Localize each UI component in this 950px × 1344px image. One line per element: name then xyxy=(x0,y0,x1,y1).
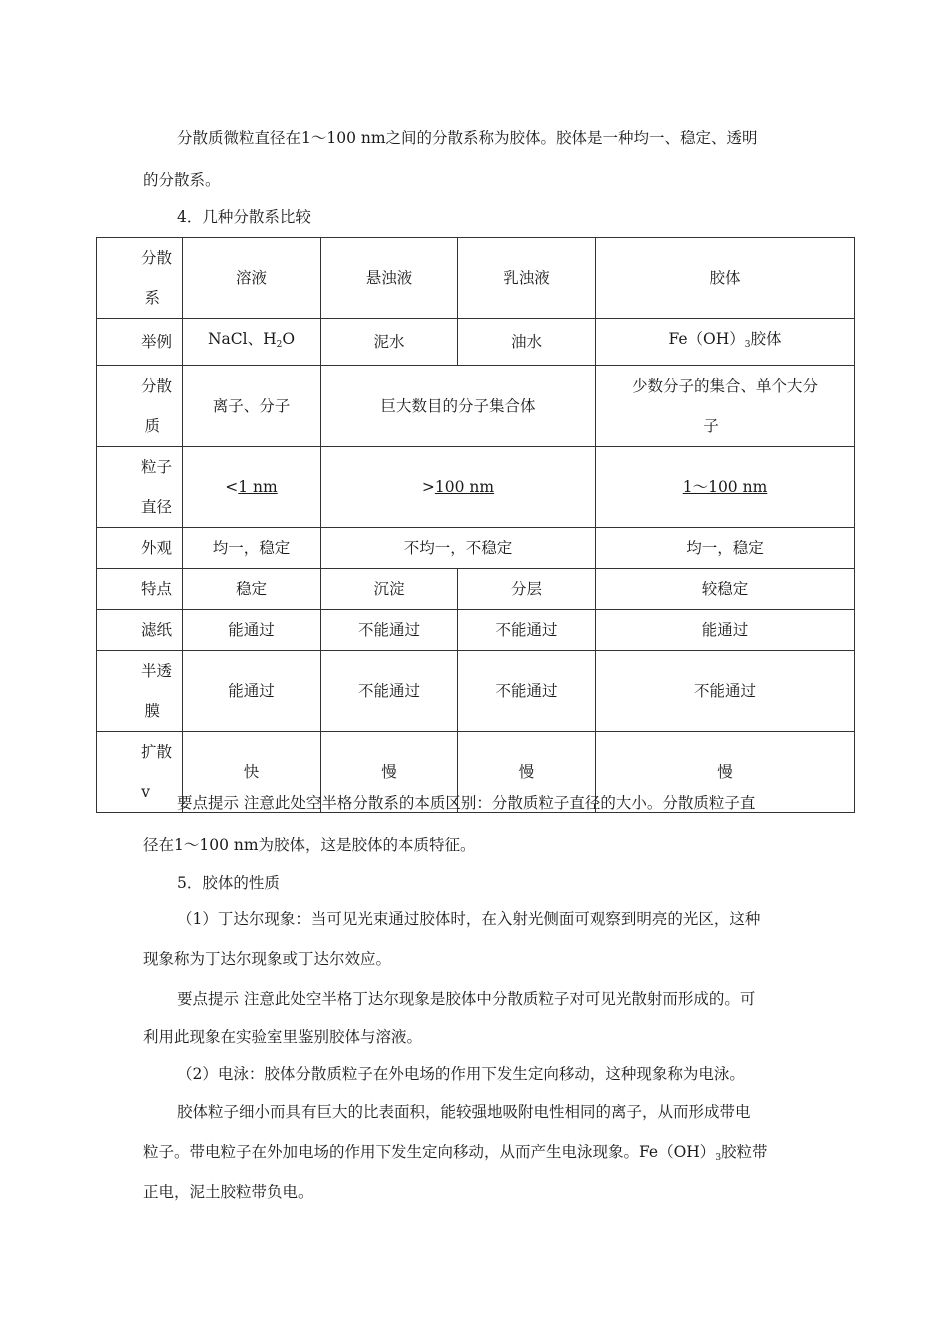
cell-membrane-colloid: 不能通过 xyxy=(596,651,855,732)
col-header-solution: 溶液 xyxy=(183,238,321,319)
cell-feature-emulsion: 分层 xyxy=(458,569,596,610)
intro-line-2: 的分散系。 xyxy=(143,171,221,189)
cell-example-colloid: $Fe(OH)_3$胶体 xyxy=(596,319,855,366)
row-label-particle-diameter: 粒子 直径 xyxy=(97,447,183,528)
tyndall-line-1: （1）丁达尔现象：当可见光束通过胶体时，在入射光侧面可观察到明亮的光区，这种 xyxy=(177,910,761,928)
row-label-dispersion-system: 分散 系 xyxy=(97,238,183,319)
table-row-example xyxy=(97,319,855,366)
table-row-particle-diameter xyxy=(97,447,855,528)
cell-filter-emulsion: 不能通过 xyxy=(458,610,596,651)
section-4-title: 4．几种分散系比较 xyxy=(177,208,311,226)
charge-line-2: 粒子。带电粒子在外加电场的作用下发生定向移动，从而产生电泳现象。$Fe(OH)_3$胶粒带 xyxy=(143,1143,768,1163)
row-label-dispersed-phase: 分散 质 xyxy=(97,366,183,447)
cell-dispersed-solution: 离子、分子 xyxy=(183,366,321,447)
row-label-feature: 特点 xyxy=(97,569,183,610)
row-label-filter-paper: 滤纸 xyxy=(97,610,183,651)
row-label-example: 举例 xyxy=(97,319,183,366)
cell-feature-colloid: 较稳定 xyxy=(596,569,855,610)
cell-feature-suspension: 沉淀 xyxy=(321,569,458,610)
intro-line-1: 分散质微粒直径在1～100 nm之间的分散系称为胶体。胶体是一种均一、稳定、透明 xyxy=(177,129,758,147)
tip-1-line-1: 要点提示 注意此处空半格分散系的本质区别：分散质粒子直径的大小。分散质粒子直 xyxy=(177,794,756,812)
cell-membrane-suspension: 不能通过 xyxy=(321,651,458,732)
cell-appearance-suspension-emulsion: 不均一，不稳定 xyxy=(321,528,596,569)
cell-diffusion-colloid: 慢 xyxy=(596,732,855,813)
cell-feature-solution: 稳定 xyxy=(183,569,321,610)
table-row-appearance xyxy=(97,528,855,569)
cell-diffusion-emulsion: 慢 xyxy=(458,732,596,813)
row-label-diffusion: 扩散 v xyxy=(97,732,183,813)
cell-appearance-solution: 均一，稳定 xyxy=(183,528,321,569)
cell-membrane-solution: 能通过 xyxy=(183,651,321,732)
cell-diameter-solution: <1 nm xyxy=(183,447,321,528)
col-header-suspension: 悬浊液 xyxy=(321,238,458,319)
cell-filter-colloid: 能通过 xyxy=(596,610,855,651)
cell-diameter-suspension-emulsion: >100 nm xyxy=(321,447,596,528)
dispersion-comparison-table xyxy=(96,237,855,813)
table-row-header xyxy=(97,238,855,319)
col-header-colloid: 胶体 xyxy=(596,238,855,319)
tip-2-line-2: 利用此现象在实验室里鉴别胶体与溶液。 xyxy=(143,1028,423,1046)
charge-line-1: 胶体粒子细小而具有巨大的比表面积，能较强地吸附电性相同的离子，从而形成带电 xyxy=(177,1103,751,1121)
cell-appearance-colloid: 均一，稳定 xyxy=(596,528,855,569)
charge-line-3: 正电，泥土胶粒带负电。 xyxy=(143,1183,314,1201)
table-row-filter-paper xyxy=(97,610,855,651)
cell-membrane-emulsion: 不能通过 xyxy=(458,651,596,732)
row-label-appearance: 外观 xyxy=(97,528,183,569)
cell-example-suspension: 泥水 xyxy=(321,319,458,366)
cell-filter-suspension: 不能通过 xyxy=(321,610,458,651)
cell-filter-solution: 能通过 xyxy=(183,610,321,651)
tip-2-line-1: 要点提示 注意此处空半格丁达尔现象是胶体中分散质粒子对可见光散射而形成的。可 xyxy=(177,990,756,1008)
cell-diameter-colloid: 1～100 nm xyxy=(596,447,855,528)
cell-example-solution: NaCl、$H_2O$ xyxy=(183,319,321,366)
col-header-emulsion: 乳浊液 xyxy=(458,238,596,319)
cell-dispersed-colloid: 少数分子的集合、单个大分 子 xyxy=(596,366,855,447)
table-row-dispersed-phase xyxy=(97,366,855,447)
cell-dispersed-suspension-emulsion: 巨大数目的分子集合体 xyxy=(321,366,596,447)
table-row-feature xyxy=(97,569,855,610)
table-row-semipermeable-membrane xyxy=(97,651,855,732)
section-5-title: 5．胶体的性质 xyxy=(177,874,280,892)
tip-1-line-2: 径在1～100 nm为胶体，这是胶体的本质特征。 xyxy=(143,836,476,854)
cell-diffusion-solution: 快 xyxy=(183,732,321,813)
cell-diffusion-suspension: 慢 xyxy=(321,732,458,813)
electrophoresis-line: （2）电泳：胶体分散质粒子在外电场的作用下发生定向移动，这种现象称为电泳。 xyxy=(177,1065,745,1083)
tyndall-line-2: 现象称为丁达尔现象或丁达尔效应。 xyxy=(143,950,392,968)
row-label-semipermeable-membrane: 半透 膜 xyxy=(97,651,183,732)
cell-example-emulsion: 油水 xyxy=(458,319,596,366)
